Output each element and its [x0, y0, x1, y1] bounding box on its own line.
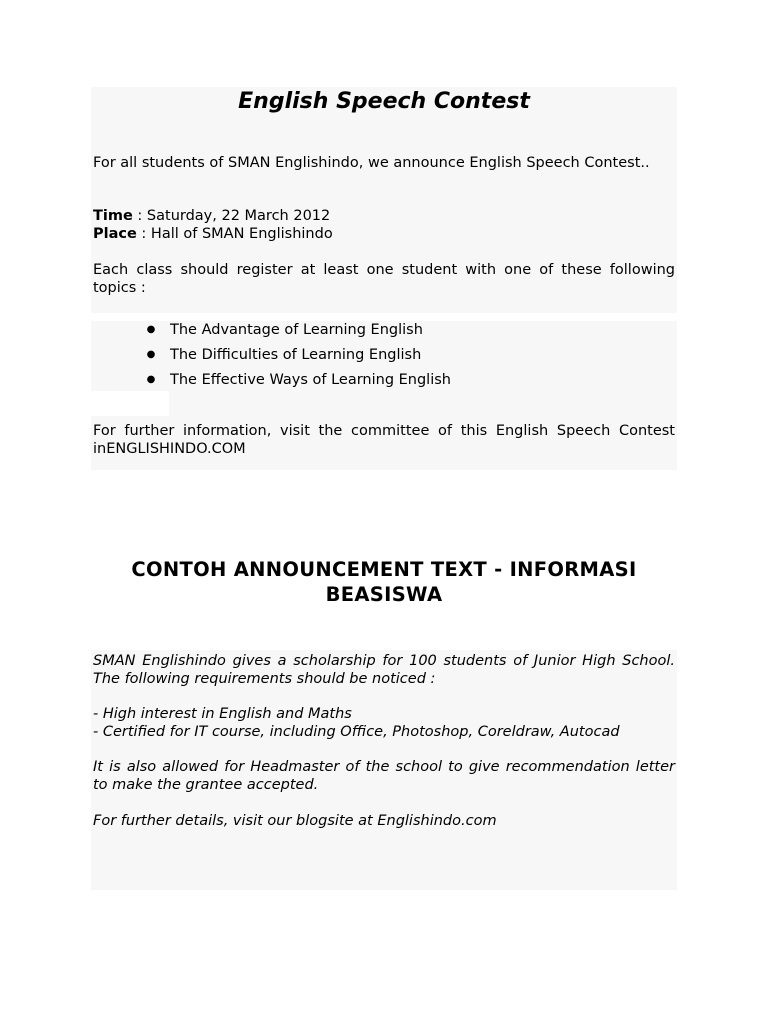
requirement-item: - High interest in English and Maths — [93, 706, 352, 722]
list-item — [146, 319, 677, 341]
time-label: Time — [93, 208, 133, 224]
topic-text: The Effective Ways of Learning English — [170, 372, 451, 388]
time-line — [93, 207, 675, 225]
scholarship-block — [91, 650, 677, 890]
register-paragraph: Each class should register at least one student with one of these following topics : — [93, 262, 675, 296]
bullet-icon: ● — [146, 374, 156, 385]
list-item — [146, 369, 677, 391]
time-value: : Saturday, 22 March 2012 — [132, 208, 331, 224]
headmaster-paragraph: It is also allowed for Headmaster of the school to give recommendation letter to make the grantee accepted. — [93, 759, 675, 793]
topic-list — [146, 321, 677, 416]
speech-contest-block — [91, 87, 677, 313]
topic-gap — [91, 391, 169, 416]
bullet-icon: ● — [146, 324, 156, 335]
topic-text: The Difficulties of Learning English — [170, 347, 422, 363]
requirement-item: - Certified for IT course, including Office, Photoshop, Coreldraw, Autocad — [93, 724, 620, 740]
topics-block — [91, 321, 677, 470]
section-heading: CONTOH ANNOUNCEMENT TEXT - INFORMASI BEASISWA — [131, 558, 637, 606]
bullet-icon: ● — [146, 349, 156, 360]
further-info-paragraph: For further information, visit the committee of this English Speech Contest inENGLISHINDO.COM — [93, 423, 675, 457]
list-item — [146, 344, 677, 366]
place-value: : Hall of SMAN Englishindo — [136, 226, 333, 242]
topic-text: The Advantage of Learning English — [170, 322, 423, 338]
place-label: Place — [93, 226, 137, 242]
place-line — [93, 225, 675, 243]
speech-contest-title: English Speech Contest — [238, 89, 530, 114]
details-paragraph: For further details, visit our blogsite at Englishindo.com — [93, 813, 497, 829]
intro-paragraph: For all students of SMAN Englishindo, we announce English Speech Contest.. — [93, 155, 650, 171]
scholarship-paragraph: SMAN Englishindo gives a scholarship for 100 students of Junior High School. The following requirements should be noticed : — [93, 653, 675, 687]
